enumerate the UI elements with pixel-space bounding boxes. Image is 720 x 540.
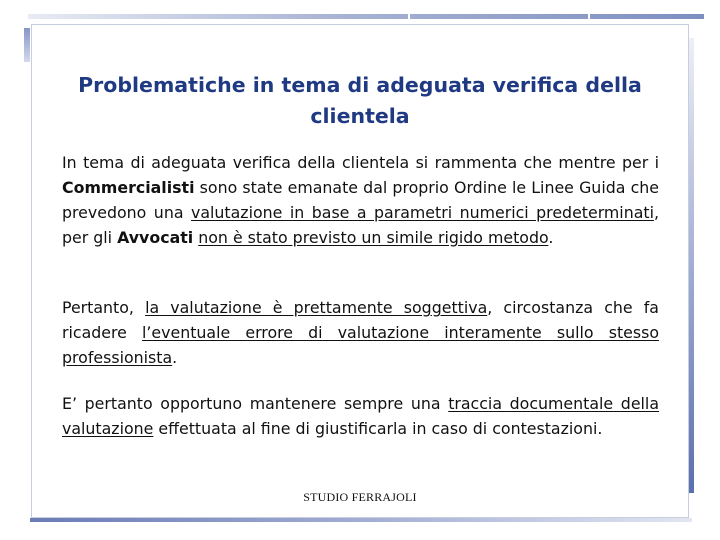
text-span: . <box>548 228 554 247</box>
underlined-valutazione-soggettiva: la valutazione è prettamente soggettiva <box>145 298 488 317</box>
underlined-non-previsto: non è stato previsto un simile rigido metodo <box>198 228 549 247</box>
bold-commercialisti: Commercialisti <box>62 178 195 197</box>
slide-title: Problematiche in tema di adeguata verifica della clientela <box>78 73 642 128</box>
footer-studio-name: STUDIO FERRAJOLI <box>303 490 417 504</box>
text-span: effettuata al fine di giustificarla in caso di contestazioni. <box>153 419 603 438</box>
paragraph-traccia-documentale <box>62 391 659 441</box>
top-bar-separator <box>408 14 410 24</box>
left-decorative-bar <box>24 28 30 62</box>
text-span: Pertanto, <box>62 298 146 317</box>
text-span: sono state emanate dal proprio Ordine le Linee Guida che prevedono una <box>62 178 659 222</box>
text-span: , circostanza che fa ricadere <box>62 298 659 342</box>
text-span: . <box>172 348 178 367</box>
paragraph-valutazione-soggettiva <box>62 295 659 370</box>
underlined-traccia-documentale: traccia documentale della valutazione <box>62 394 659 438</box>
text-span: , per gli <box>62 203 659 247</box>
paragraph-commercialisti-avvocati <box>62 150 659 250</box>
text-span: In tema di adeguata verifica della clientela si rammenta che mentre per i <box>62 153 659 172</box>
text-span: E’ pertanto opportuno mantenere sempre una <box>62 394 449 413</box>
bold-avvocati: Avvocati <box>117 228 194 247</box>
right-decorative-bar <box>689 38 694 493</box>
underlined-errore-professionista: l’eventuale errore di valutazione interamente sullo stesso professionista <box>62 323 659 367</box>
top-bar-separator <box>588 14 590 24</box>
bottom-decorative-bar <box>30 518 692 522</box>
underlined-valutazione-parametri: valutazione in base a parametri numerici predeterminati <box>191 203 654 222</box>
top-decorative-bar <box>28 14 704 19</box>
